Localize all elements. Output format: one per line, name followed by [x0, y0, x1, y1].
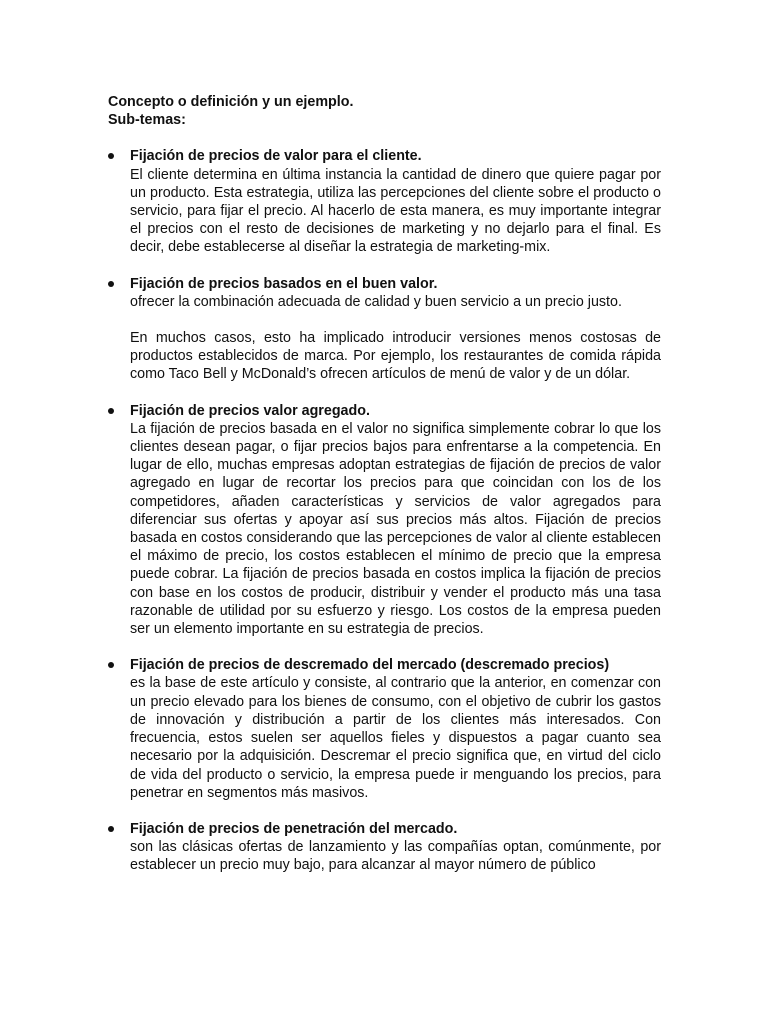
bullet-icon	[108, 662, 114, 668]
bullet-icon	[108, 826, 114, 832]
section-title: Fijación de precios basados en el buen valor.	[130, 275, 438, 292]
section-paragraph: En muchos casos, esto ha implicado introducir versiones menos costosas de productos establecidos de marca. Por ejemplo, los restaurantes de comida rápida como Taco Bell y McDonald’s ofrecen artículos de menú de valor y de un dólar.	[130, 330, 661, 383]
section-paragraph: son las clásicas ofertas de lanzamiento y las compañías optan, comúnmente, por establecer un precio muy bajo, para alcanzar al mayor número de público	[130, 839, 661, 874]
section-paragraph: La fijación de precios basada en el valor no significa simplemente cobrar lo que los clientes desean pagar, o fijar precios bajos para enfrentarse a la competencia. En lugar de ello, muchas empresas adoptan estrategias de fijación de precios de valor agregado en lugar de recortar los precios para que coincidan con los de los competidores, añaden características y servicios de valor agregados para diferenciar sus ofertas y apoyar así sus precios más altos. Fijación de precios basada en costos considerando que las percepciones de valor al cliente establecen el máximo de precio, los costos establecen el mínimo de precio que la empresa puede cobrar. La fijación de precios basada en costos implica la fijación de precios con base en los costos de producir, distribuir y vender el producto más una tasa razonable de utilidad por su esfuerzo y riesgo. Los costos de la empresa pueden ser un elemento importante en su estrategia de precios.	[130, 420, 661, 638]
section-paragraph: es la base de este artículo y consiste, al contrario que la anterior, en comenzar con un precio elevado para los bienes de consumo, con el objetivo de cubrir los gastos de innovación y distribución a partir de los clientes más interesados. Con frecuencia, estos suelen ser aquellos fieles y dispuestos a pagar cuanto sea necesario por la adquisición. Descremar el precio significa que, en virtud del ciclo de vida del producto o servicio, la empresa puede ir menguando los precios, para penetrar en segmentos más masivos.	[130, 675, 661, 801]
section-title: Fijación de precios valor agregado.	[130, 402, 370, 419]
section-paragraph: El cliente determina en última instancia la cantidad de dinero que quiere pagar por un producto. Esta estrategia, utiliza las percepciones del cliente sobre el producto o servicio, para fijar el precio. Al hacerlo de esta manera, es muy importante integrar el precios con el resto de decisiones de marketing y no dejarlo para el final. Es decir, debe establecerse al diseñar la estrategia de marketing-mix.	[130, 166, 661, 256]
section-valor-agregado	[108, 402, 661, 639]
section-title: Fijación de precios de descremado del mercado (descremado precios)	[130, 657, 610, 674]
section-buen-valor	[108, 275, 661, 384]
document-subheading: Sub-temas:	[108, 112, 186, 129]
section-descremado	[108, 656, 661, 802]
document-heading: Concepto o definición y un ejemplo.	[108, 94, 354, 110]
section-penetracion	[108, 820, 661, 875]
bullet-icon	[108, 153, 114, 159]
section-title: Fijación de precios de penetración del mercado.	[130, 820, 458, 837]
section-title: Fijación de precios de valor para el cliente.	[130, 148, 422, 165]
bullet-icon	[108, 408, 114, 414]
bullet-icon	[108, 281, 114, 287]
document-page	[108, 93, 661, 875]
section-valor-cliente	[108, 147, 661, 256]
section-paragraph: ofrecer la combinación adecuada de calidad y buen servicio a un precio justo.	[130, 293, 622, 310]
